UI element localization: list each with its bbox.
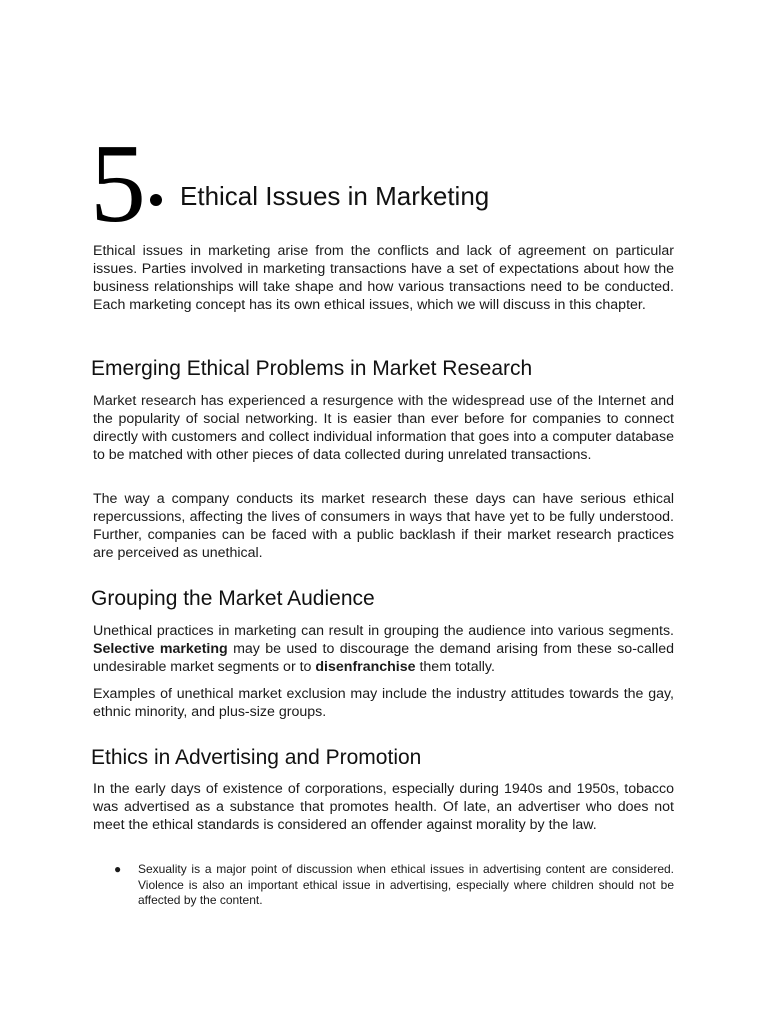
market-research-paragraph-2: The way a company conducts its market research these days can have serious ethical repercussions, affecting the lives of consumers in ways that have yet to be fully understood. Further, companies can be faced with a public backlash if their market research practices are perceived as unethical. (93, 491, 674, 561)
chapter-title: Ethical Issues in Marketing (180, 181, 490, 211)
grouping-text-part-1: Unethical practices in marketing can result in grouping the audience into various segments. (93, 623, 674, 639)
bullet-text: Sexuality is a major point of discussion when ethical issues in advertising content are considered. Violence is also an important ethical issue in advertising, especially where children should not be affected by the content. (138, 862, 674, 907)
chapter-number-dot (150, 194, 162, 206)
market-research-paragraph-1: Market research has experienced a resurgence with the widespread use of the Internet and the popularity of social networking. It is easier than ever before for companies to connect directly with customers and collect individual information that goes into a computer database to be matched with other pieces of data collected during unrelated transactions. (93, 393, 674, 463)
disenfranchise-term: disenfranchise (315, 659, 416, 675)
chapter-number: 5 (90, 122, 146, 246)
grouping-paragraph-1 (93, 622, 674, 676)
section-heading-grouping-audience: Grouping the Market Audience (91, 587, 375, 610)
grouping-text-part-2: may be used to discourage the demand arising from these so-called undesirable market segments or to (93, 641, 674, 675)
grouping-text-part-3: them totally. (415, 659, 495, 675)
section-heading-market-research: Emerging Ethical Problems in Market Research (91, 357, 533, 380)
advertising-paragraph-1: In the early days of existence of corporations, especially during 1940s and 1950s, tobacco was advertised as a substance that promotes health. Of late, an advertiser who does not meet the ethical standards is considered an offender against morality by the law. (93, 781, 674, 833)
intro-paragraph: Ethical issues in marketing arise from the conflicts and lack of agreement on particular issues. Parties involved in marketing transactions have a set of expectations about how the business relationships will take shape and how various transactions need to be conducted. Each marketing concept has its own ethical issues, which we will discuss in this chapter. (93, 243, 674, 313)
bullet-icon: ● (114, 862, 122, 876)
selective-marketing-term: Selective marketing (93, 641, 228, 657)
section-heading-advertising: Ethics in Advertising and Promotion (91, 746, 422, 769)
grouping-paragraph-2: Examples of unethical market exclusion may include the industry attitudes towards the gay, ethnic minority, and plus-size groups. (93, 686, 674, 720)
